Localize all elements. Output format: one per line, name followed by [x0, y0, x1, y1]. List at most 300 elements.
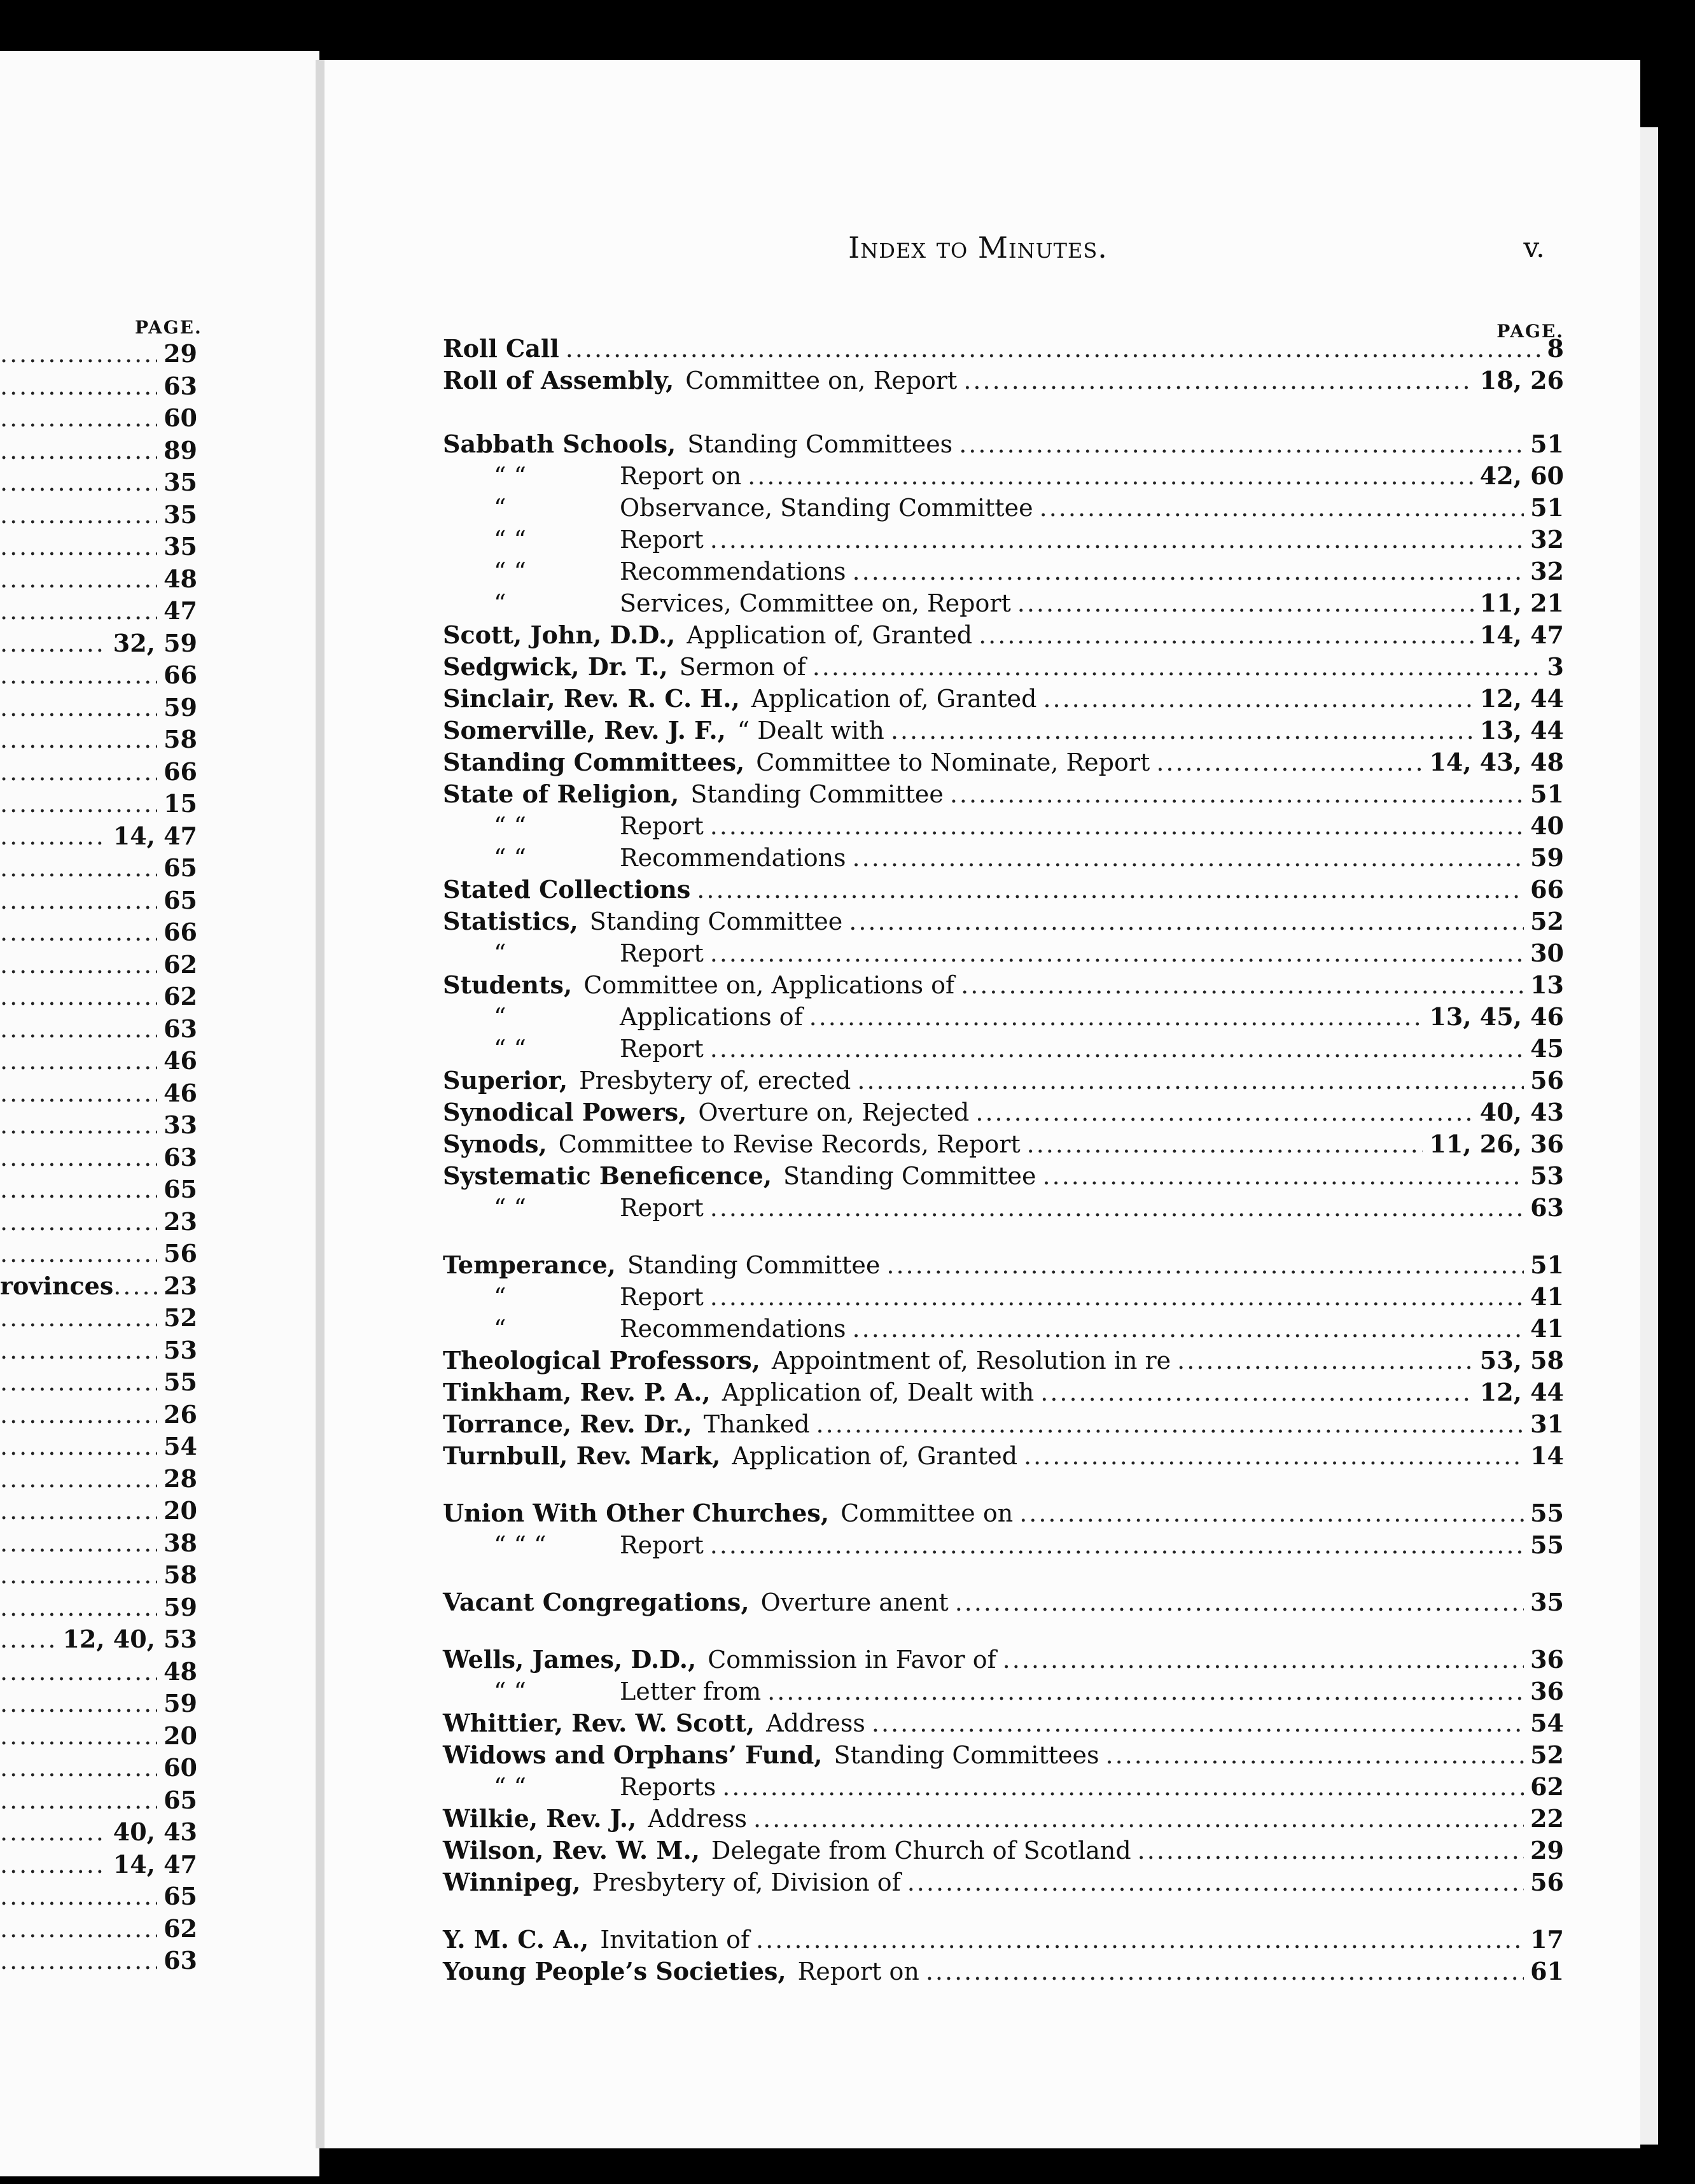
- entry-subheading: Report: [620, 1531, 704, 1559]
- entry-page-numbers: 62: [1530, 1772, 1564, 1801]
- entry-page-numbers: 36: [1530, 1677, 1564, 1705]
- leader-dots: [710, 937, 1524, 970]
- left-entry-page-numbers: 23: [164, 1271, 197, 1300]
- leader-dots: [907, 1866, 1524, 1899]
- left-index-entry: [0, 1462, 197, 1495]
- left-entry-page-numbers: 48: [164, 564, 197, 593]
- entry-subheading: Presbytery of, Division of: [592, 1868, 901, 1896]
- left-entry-page-numbers: 62: [164, 950, 197, 979]
- left-index-entry: [0, 1270, 197, 1303]
- leader-dots: [767, 1675, 1524, 1708]
- left-index-entry: [0, 1494, 197, 1527]
- left-index-entry: [0, 787, 197, 820]
- leader-dots: [959, 428, 1524, 461]
- entry-heading: Somerville, Rev. J. F.,: [443, 716, 726, 745]
- leader-dots: [0, 1751, 157, 1784]
- entry-page-numbers: 36: [1530, 1645, 1564, 1674]
- entry-page-numbers: 55: [1530, 1530, 1564, 1559]
- leader-dots: [1003, 1643, 1524, 1676]
- entry-page-numbers: 32: [1530, 525, 1564, 554]
- leader-dots: [566, 332, 1541, 365]
- entry-page-numbers: 53: [1530, 1161, 1564, 1190]
- left-index-entry: [0, 1848, 197, 1881]
- entry-page-numbers: 14: [1530, 1441, 1564, 1470]
- entry-heading: “: [494, 494, 506, 522]
- left-index-entry: [0, 1398, 197, 1431]
- entry-subheading: Report: [620, 526, 704, 554]
- entry-subheading: Reports: [620, 1773, 716, 1801]
- leader-dots: [0, 1591, 157, 1624]
- leader-dots: [926, 1955, 1524, 1988]
- entry-page-numbers: 17: [1530, 1925, 1564, 1954]
- index-entry: [443, 555, 1564, 588]
- entry-heading: “ “: [494, 1677, 526, 1705]
- entry-subheading: “ Dealt with: [737, 717, 884, 745]
- left-index-entry: [0, 851, 197, 885]
- entry-subheading: Standing Committee: [589, 907, 843, 935]
- leader-dots: [0, 594, 157, 627]
- entry-heading: “ “: [494, 844, 526, 872]
- leader-dots: [1156, 746, 1423, 779]
- left-index-entry: [0, 755, 197, 788]
- leader-dots: [853, 555, 1524, 588]
- left-index-entry: [0, 370, 197, 403]
- leader-dots: [0, 1044, 157, 1077]
- left-entry-page-numbers: 47: [164, 596, 197, 625]
- entry-heading: “ “: [494, 526, 526, 554]
- entry-page-numbers: 41: [1530, 1282, 1564, 1311]
- leader-dots: [1043, 1159, 1524, 1193]
- index-entry: [443, 332, 1564, 365]
- left-entry-page-numbers: 65: [164, 1882, 197, 1910]
- entry-heading: Stated Collections: [443, 875, 691, 904]
- entry-page-numbers: 51: [1530, 780, 1564, 808]
- entry-page-numbers: 11, 21: [1479, 589, 1564, 617]
- leader-dots: [0, 1687, 157, 1720]
- entry-heading: Winnipeg,: [443, 1868, 581, 1896]
- left-entry-page-numbers: 65: [164, 853, 197, 882]
- entry-subheading: Report: [620, 812, 704, 840]
- entry-subheading: Letter from: [620, 1677, 762, 1705]
- entry-page-numbers: 18, 26: [1479, 366, 1564, 395]
- left-entry-page-numbers: 23: [164, 1207, 197, 1236]
- entry-heading: “ “: [494, 1773, 526, 1801]
- entry-subheading: Overture on, Rejected: [698, 1098, 970, 1126]
- left-index-entry: [0, 1687, 197, 1720]
- leader-dots: [0, 948, 157, 981]
- leader-dots: [1024, 1439, 1524, 1473]
- leader-dots: [753, 1802, 1524, 1835]
- entry-subheading: Recommendations: [620, 557, 846, 585]
- entry-subheading: Thanked: [703, 1410, 810, 1438]
- index-entry: [443, 1739, 1564, 1772]
- page-number: v.: [1523, 232, 1545, 264]
- entry-heading: Superior,: [443, 1066, 568, 1095]
- entry-heading: Vacant Congregations,: [443, 1588, 750, 1616]
- leader-dots: [0, 884, 157, 917]
- entry-subheading: Invitation of: [600, 1926, 750, 1954]
- entry-heading: Widows and Orphans’ Fund,: [443, 1740, 823, 1769]
- left-entry-page-numbers: 26: [164, 1400, 197, 1429]
- entry-subheading: Report on: [797, 1957, 919, 1985]
- entry-heading: Sinclair, Rev. R. C. H.,: [443, 684, 740, 713]
- index-entry: [443, 428, 1564, 461]
- entry-heading: Tinkham, Rev. P. A.,: [443, 1378, 711, 1406]
- entry-subheading: Application of, Granted: [732, 1442, 1018, 1470]
- leader-dots: [0, 1237, 157, 1270]
- entry-subheading: Sermon of: [679, 653, 806, 681]
- left-entry-page-numbers: 56: [164, 1239, 197, 1268]
- entry-page-numbers: 3: [1547, 652, 1564, 681]
- left-entry-page-numbers: 32, 59: [113, 629, 197, 657]
- left-index-entry: [0, 1366, 197, 1399]
- index-entry: [443, 841, 1564, 874]
- entry-page-numbers: 22: [1530, 1804, 1564, 1833]
- left-index-entry: [0, 498, 197, 531]
- index-entry: [443, 1439, 1564, 1473]
- leader-dots: [857, 1064, 1524, 1097]
- entry-heading: Synodical Powers,: [443, 1098, 687, 1126]
- entry-subheading: Committee on: [841, 1499, 1014, 1527]
- entry-page-numbers: 31: [1530, 1410, 1564, 1438]
- left-entry-page-numbers: 40, 43: [113, 1817, 197, 1846]
- page-edge: [1640, 127, 1658, 2145]
- left-entry-page-numbers: 38: [164, 1529, 197, 1557]
- left-index-entry: [0, 1944, 197, 1977]
- entry-heading: “: [494, 939, 506, 967]
- left-index-entry: [0, 530, 197, 563]
- entry-heading: Scott, John, D.D.,: [443, 620, 676, 649]
- left-entry-page-numbers: 65: [164, 886, 197, 914]
- leader-dots: [955, 1586, 1524, 1619]
- left-index-entry: [0, 1655, 197, 1688]
- left-index-entry: [0, 1173, 197, 1206]
- entry-subheading: Commission in Favor of: [708, 1646, 996, 1674]
- index-entry: [443, 1159, 1564, 1193]
- entry-heading: “ “: [494, 1035, 526, 1063]
- entry-heading: “: [494, 1283, 506, 1311]
- leader-dots: [0, 1494, 157, 1527]
- entry-page-numbers: 66: [1530, 875, 1564, 904]
- entry-heading: State of Religion,: [443, 780, 680, 808]
- left-entry-page-numbers: 15: [164, 789, 197, 818]
- leader-dots: [0, 1366, 157, 1399]
- entry-subheading: Services, Committee on, Report: [620, 589, 1011, 617]
- left-entry-page-numbers: 63: [164, 372, 197, 400]
- entry-page-numbers: 52: [1530, 907, 1564, 935]
- entry-page-numbers: 35: [1530, 1588, 1564, 1616]
- entry-subheading: Committee to Nominate, Report: [756, 748, 1150, 776]
- left-entry-page-numbers: 66: [164, 661, 197, 689]
- entry-heading: “ “ “: [494, 1531, 547, 1559]
- entry-page-numbers: 13, 45, 46: [1429, 1002, 1564, 1031]
- leader-dots: [816, 1408, 1524, 1441]
- left-index-entry: [0, 1623, 197, 1656]
- leader-dots: [0, 1334, 157, 1367]
- left-entry-page-numbers: 20: [164, 1496, 197, 1525]
- left-index-entry: [0, 1334, 197, 1367]
- left-entry-page-numbers: 35: [164, 468, 197, 496]
- leader-dots: [886, 1249, 1524, 1282]
- entry-heading: Young People’s Societies,: [443, 1957, 786, 1985]
- entry-subheading: Committee on, Applications of: [583, 971, 955, 999]
- index-entry: [443, 523, 1564, 556]
- entry-heading: Wilson, Rev. W. M.,: [443, 1836, 700, 1865]
- entry-subheading: Standing Committee: [690, 780, 944, 808]
- leader-dots: [0, 1912, 157, 1945]
- left-entry-page-numbers: 28: [164, 1464, 197, 1493]
- index-entry: [443, 1249, 1564, 1282]
- left-index-entry: [0, 884, 197, 917]
- left-entry-page-numbers: 53: [164, 1336, 197, 1364]
- leader-dots: [710, 1032, 1524, 1065]
- entry-page-numbers: 56: [1530, 1066, 1564, 1095]
- left-entry-text: rovinces: [0, 1271, 114, 1300]
- index-entry: [443, 746, 1564, 779]
- entry-heading: Turnbull, Rev. Mark,: [443, 1441, 721, 1470]
- leader-dots: [1017, 587, 1474, 620]
- entry-page-numbers: 14, 43, 48: [1429, 748, 1564, 776]
- entry-subheading: Committee to Revise Records, Report: [558, 1130, 1021, 1158]
- left-index-entry: [0, 1141, 197, 1174]
- entry-heading: Y. M. C. A.,: [443, 1925, 589, 1954]
- left-entry-page-numbers: 62: [164, 982, 197, 1011]
- entry-page-numbers: 13: [1530, 970, 1564, 999]
- left-entry-page-numbers: 59: [164, 1593, 197, 1621]
- index-entry: [443, 364, 1564, 397]
- leader-dots: [710, 1280, 1524, 1313]
- entry-page-numbers: 53, 58: [1479, 1346, 1564, 1375]
- entry-page-numbers: 41: [1530, 1314, 1564, 1343]
- leader-dots: [0, 498, 157, 531]
- index-entry: [443, 1280, 1564, 1313]
- left-entry-page-numbers: 66: [164, 918, 197, 946]
- entry-subheading: Applications of: [620, 1003, 803, 1031]
- left-index-entry: [0, 1077, 197, 1110]
- entry-subheading: Application of, Dealt with: [722, 1378, 1035, 1406]
- leader-dots: [0, 1527, 157, 1560]
- index-entry: [443, 714, 1564, 747]
- entry-subheading: Overture anent: [760, 1588, 949, 1616]
- left-index-entry: [0, 1012, 197, 1046]
- index-entry: [443, 1064, 1564, 1097]
- index-entry: [443, 1643, 1564, 1676]
- left-index-entry: [0, 627, 197, 660]
- left-index-entry: [0, 1558, 197, 1592]
- leader-dots: [809, 1000, 1423, 1033]
- left-entry-page-numbers: 35: [164, 532, 197, 561]
- leader-dots: [0, 1944, 157, 1977]
- left-entry-page-numbers: 60: [164, 403, 197, 432]
- leader-dots: [0, 723, 157, 756]
- left-entry-page-numbers: 46: [164, 1079, 197, 1107]
- leader-dots: [1019, 1497, 1524, 1530]
- index-entry: [443, 1497, 1564, 1530]
- index-entry: [443, 650, 1564, 683]
- entry-page-numbers: 42, 60: [1479, 461, 1564, 490]
- leader-dots: [963, 364, 1473, 397]
- entry-heading: “: [494, 589, 506, 617]
- entry-heading: “ “: [494, 462, 526, 490]
- leader-dots: [0, 466, 157, 499]
- leader-dots: [0, 370, 157, 403]
- leader-dots: [0, 1301, 157, 1334]
- index-entry: [443, 1408, 1564, 1441]
- left-entry-page-numbers: 12, 40, 53: [62, 1625, 197, 1653]
- index-entry: [443, 1770, 1564, 1803]
- index-entry: [443, 1586, 1564, 1619]
- leader-dots: [853, 1312, 1524, 1345]
- left-index-entry: [0, 948, 197, 981]
- left-entry-page-numbers: 66: [164, 757, 197, 786]
- leader-dots: [872, 1707, 1524, 1740]
- entry-subheading: Application of, Granted: [751, 685, 1037, 713]
- leader-dots: [0, 691, 157, 724]
- left-index-entry: [0, 1237, 197, 1270]
- index-entry: [443, 778, 1564, 811]
- entry-subheading: Delegate from Church of Scotland: [711, 1837, 1131, 1865]
- entry-heading: Synods,: [443, 1130, 547, 1158]
- entry-heading: Systematic Beneficence,: [443, 1161, 772, 1190]
- leader-dots: [961, 969, 1524, 1002]
- left-entry-page-numbers: 62: [164, 1914, 197, 1943]
- left-index-entry: [0, 402, 197, 435]
- leader-dots: [0, 434, 157, 467]
- index-entry: [443, 937, 1564, 970]
- index-entry: [443, 491, 1564, 524]
- entry-heading: “: [494, 1003, 506, 1031]
- leader-dots: [849, 905, 1524, 938]
- leader-dots: [0, 1430, 157, 1463]
- entry-page-numbers: 45: [1530, 1034, 1564, 1063]
- entry-heading: Roll Call: [443, 334, 559, 363]
- entry-page-numbers: 14, 47: [1479, 620, 1564, 649]
- left-entry-page-numbers: 52: [164, 1303, 197, 1332]
- leader-dots: [722, 1770, 1524, 1803]
- entry-page-numbers: 11, 26, 36: [1429, 1130, 1564, 1158]
- entry-heading: “ “: [494, 812, 526, 840]
- entry-heading: Students,: [443, 970, 573, 999]
- leader-dots: [0, 916, 157, 949]
- leader-dots: [0, 1462, 157, 1495]
- left-entry-page-numbers: 59: [164, 1689, 197, 1718]
- index-entry: [443, 905, 1564, 938]
- entry-heading: Wells, James, D.D.,: [443, 1645, 697, 1674]
- entry-subheading: Committee on, Report: [685, 367, 958, 395]
- leader-dots: [1138, 1834, 1524, 1867]
- left-entry-page-numbers: 58: [164, 1560, 197, 1589]
- entry-heading: Temperance,: [443, 1250, 616, 1279]
- left-entry-page-numbers: 63: [164, 1143, 197, 1172]
- entry-heading: Union With Other Churches,: [443, 1499, 830, 1527]
- left-index-entry: [0, 723, 197, 756]
- entry-page-numbers: 51: [1530, 1250, 1564, 1279]
- leader-dots: [0, 1655, 157, 1688]
- left-entry-page-numbers: 65: [164, 1175, 197, 1203]
- leader-dots: [1040, 491, 1524, 524]
- index-entry: [443, 1376, 1564, 1409]
- entry-page-numbers: 12, 44: [1479, 1378, 1564, 1406]
- leader-dots: [1177, 1344, 1474, 1377]
- entry-subheading: Report: [620, 1194, 704, 1222]
- entry-subheading: Recommendations: [620, 1315, 846, 1343]
- entry-page-numbers: 63: [1530, 1193, 1564, 1222]
- left-entry-page-numbers: 14, 47: [113, 1850, 197, 1879]
- left-entry-page-numbers: 48: [164, 1657, 197, 1686]
- entry-heading: Wilkie, Rev. J.,: [443, 1804, 637, 1833]
- leader-dots: [710, 523, 1524, 556]
- entry-heading: Statistics,: [443, 907, 578, 935]
- entry-subheading: Recommendations: [620, 844, 846, 872]
- leader-dots: [0, 1173, 157, 1206]
- leader-dots: [0, 627, 107, 660]
- index-entry: [443, 1344, 1564, 1377]
- leader-dots: [0, 851, 157, 885]
- left-entry-page-numbers: 65: [164, 1786, 197, 1814]
- index-entry: [443, 1802, 1564, 1835]
- index-entry: [443, 1312, 1564, 1345]
- entry-page-numbers: 29: [1530, 1836, 1564, 1865]
- index-entry: [443, 1096, 1564, 1129]
- leader-dots: [113, 1270, 157, 1303]
- leader-dots: [0, 1623, 56, 1656]
- leader-dots: [0, 1719, 157, 1753]
- left-entry-page-numbers: 54: [164, 1432, 197, 1460]
- index-entry: [443, 809, 1564, 843]
- entry-page-numbers: 56: [1530, 1868, 1564, 1896]
- entry-page-numbers: 8: [1547, 334, 1564, 363]
- leader-dots: [0, 1012, 157, 1046]
- entry-subheading: Standing Committee: [783, 1162, 1036, 1190]
- entry-heading: “ “: [494, 557, 526, 585]
- entry-page-numbers: 59: [1530, 843, 1564, 872]
- left-index-entry: [0, 434, 197, 467]
- left-index-entry: [0, 466, 197, 499]
- leader-dots: [975, 1096, 1473, 1129]
- leader-dots: [0, 820, 107, 853]
- running-head: Index to Minutes.: [848, 230, 1108, 265]
- left-entry-page-numbers: 59: [164, 693, 197, 722]
- leader-dots: [756, 1923, 1524, 1956]
- entry-heading: Sedgwick, Dr. T.,: [443, 652, 668, 681]
- left-index-entry: [0, 1751, 197, 1784]
- left-entry-page-numbers: 55: [164, 1368, 197, 1396]
- entry-heading: Standing Committees,: [443, 748, 745, 776]
- entry-page-numbers: 13, 44: [1479, 716, 1564, 745]
- left-index-entry: [0, 1044, 197, 1077]
- index-entry: [443, 619, 1564, 652]
- left-entry-page-numbers: 89: [164, 436, 197, 465]
- leader-dots: [979, 619, 1474, 652]
- index-entry: [443, 1675, 1564, 1708]
- entry-page-numbers: 51: [1530, 430, 1564, 458]
- leader-dots: [1027, 1128, 1423, 1161]
- left-index-entry: [0, 691, 197, 724]
- left-index-entry: [0, 1784, 197, 1817]
- leader-dots: [710, 1529, 1524, 1562]
- leader-dots: [0, 755, 157, 788]
- entry-subheading: Application of, Granted: [687, 621, 973, 649]
- leader-dots: [0, 1077, 157, 1110]
- leader-dots: [0, 1848, 107, 1881]
- entry-heading: Theological Professors,: [443, 1346, 760, 1375]
- left-entry-page-numbers: 63: [164, 1014, 197, 1043]
- leader-dots: [0, 1784, 157, 1817]
- left-index-entry: [0, 916, 197, 949]
- leader-dots: [0, 1109, 157, 1142]
- leader-dots: [0, 1398, 157, 1431]
- left-page: [0, 51, 319, 2176]
